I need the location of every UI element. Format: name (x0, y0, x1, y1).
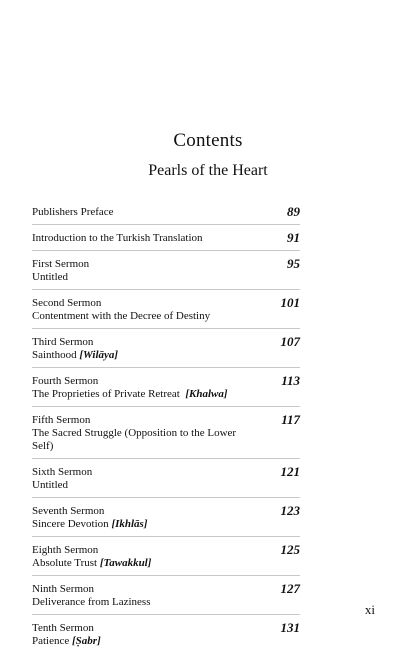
arabic-term: [Wilāya] (79, 349, 119, 361)
entry-subtitle: Contentment with the Decree of Destiny (32, 310, 211, 322)
entry-page-number: 123 (280, 503, 300, 518)
entry-page-number: 131 (280, 620, 300, 635)
toc-entry (32, 466, 300, 498)
toc-entry (32, 583, 300, 615)
page-number-folio: xi (364, 602, 375, 617)
toc-entry (32, 297, 300, 329)
arabic-term: [Ikhlās] (111, 518, 148, 530)
entry-page-number: 107 (280, 334, 300, 349)
section-title: Pearls of the Heart (148, 162, 268, 179)
toc-entry (32, 544, 300, 576)
entry-subtitle: Sincere Devotion (32, 518, 109, 530)
entry-page-number: 125 (280, 542, 300, 557)
entry-subtitle: Absolute Trust (32, 557, 98, 569)
arabic-term: [Tawakkul] (99, 557, 152, 569)
entry-subtitle: Deliverance from Laziness (32, 596, 151, 608)
entry-subtitle-line (32, 557, 300, 570)
entry-title: Publishers Preface (32, 206, 114, 218)
toc-entry (32, 258, 300, 290)
page-title: Contents (173, 130, 243, 151)
entry-page-number: 127 (280, 581, 300, 596)
entry-subtitle: Patience (32, 635, 70, 647)
entry-page-number: 89 (287, 204, 300, 219)
entry-title: Introduction to the Turkish Translation (32, 232, 203, 244)
entry-title: Third Sermon (32, 336, 94, 348)
toc-entry (32, 414, 300, 459)
entry-title: Tenth Sermon (32, 622, 94, 634)
entry-subtitle: The Proprieties of Private Retreat (32, 388, 180, 400)
toc-entry (32, 232, 300, 251)
entry-title: Sixth Sermon (32, 466, 93, 478)
toc-entry (32, 505, 300, 537)
entry-subtitle-line (32, 635, 300, 648)
entry-page-number: 95 (287, 256, 300, 271)
entry-subtitle-line (32, 388, 300, 401)
entry-title: Ninth Sermon (32, 583, 95, 595)
toc-entry (32, 375, 300, 407)
entry-subtitle: Sainthood (32, 349, 77, 361)
entry-page-number: 91 (287, 230, 300, 245)
arabic-term: [Khalwa] (185, 388, 228, 400)
entry-subtitle: Untitled (32, 271, 69, 283)
entry-title: First Sermon (32, 258, 90, 270)
entry-page-number: 121 (280, 464, 300, 479)
toc-entry (32, 622, 300, 653)
entry-page-number: 117 (281, 412, 300, 427)
entry-page-number: 113 (281, 373, 300, 388)
entry-title: Fourth Sermon (32, 375, 99, 387)
toc-entry (32, 206, 300, 225)
entry-subtitle-line (32, 518, 300, 531)
toc-entry (32, 336, 300, 368)
arabic-term: [Ṣabr] (72, 635, 101, 647)
entry-title: Second Sermon (32, 297, 102, 309)
entry-title: Seventh Sermon (32, 505, 105, 517)
entry-page-number: 101 (280, 295, 300, 310)
table-of-contents (32, 206, 300, 660)
entry-subtitle: Untitled (32, 479, 69, 491)
entry-title: Fifth Sermon (32, 414, 91, 426)
entry-subtitle-line (32, 349, 300, 362)
entry-subtitle: The Sacred Struggle (Opposition to the Lower Self) (32, 427, 237, 452)
entry-title: Eighth Sermon (32, 544, 99, 556)
